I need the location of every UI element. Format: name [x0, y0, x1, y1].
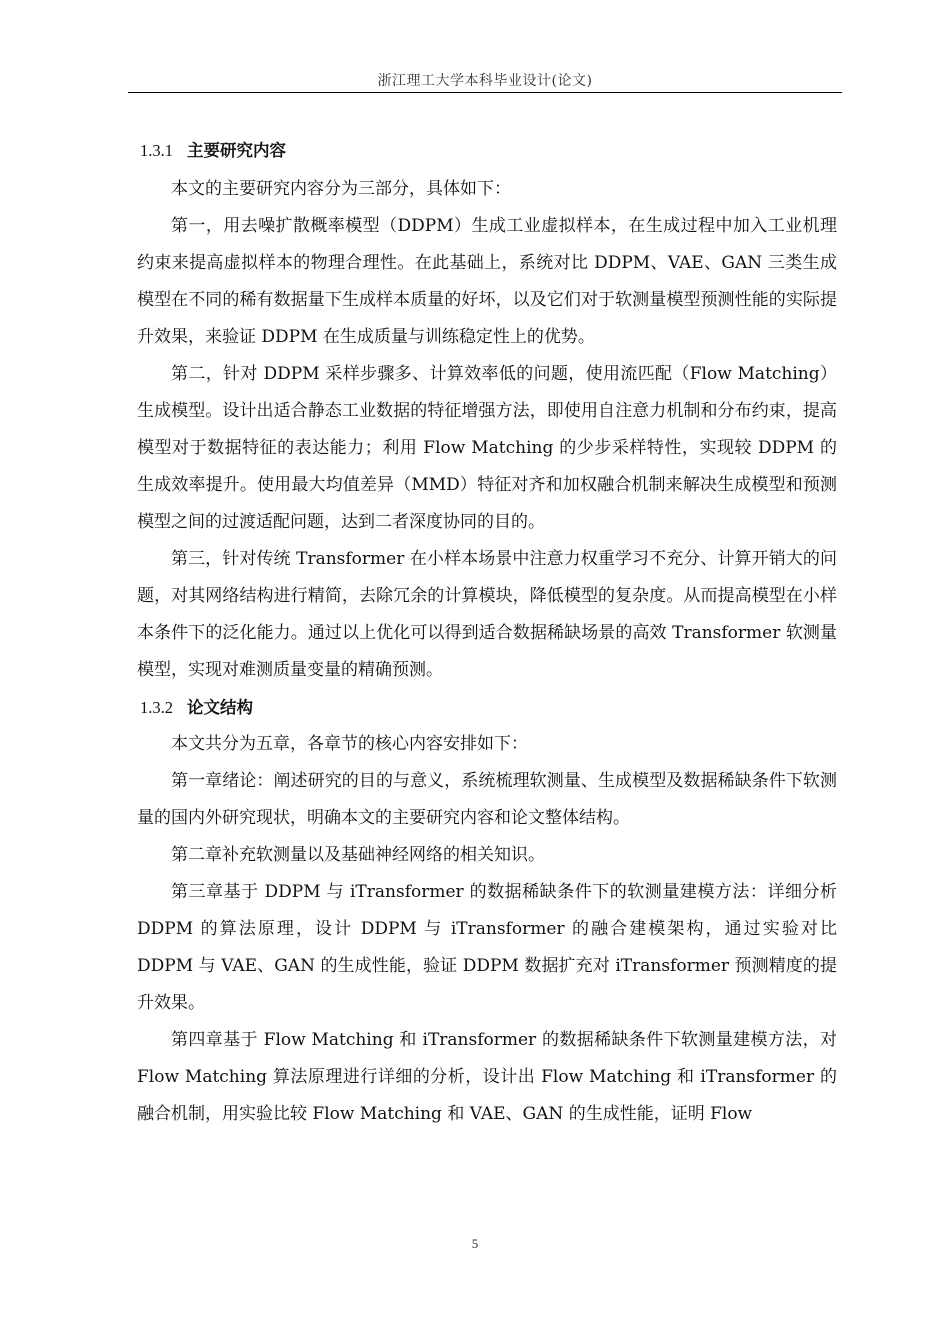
section-title: 论文结构	[187, 698, 253, 717]
paragraph-chapter-2: 第二章补充软测量以及基础神经网络的相关知识。	[171, 845, 545, 865]
paragraph-third: 第三，针对传统 Transformer 在小样本场景中注意力权重学习不充分、计算开销大的问题，对其网络结构进行精简，去除冗余的计算模块，降低模型的复杂度。从而提高模型在小样本条件下的泛化能力。通过以上优化可以得到适合数据稀缺场景的高效 Transformer 软测量模型，实现对难测质量变量的精确预测。	[137, 549, 837, 680]
section-heading-1-3-1	[137, 132, 837, 169]
section-heading-1-3-2	[137, 689, 837, 726]
paragraph-first: 第一，用去噪扩散概率模型（DDPM）生成工业虚拟样本，在生成过程中加入工业机理约束来提高虚拟样本的物理合理性。在此基础上，系统对比 DDPM、VAE、GAN 三类生成模型在不同的稀有数据量下生成样本质量的好坏，以及它们对于软测量模型预测性能的实际提升效果，来验证 DDPM 在生成质量与训练稳定性上的优势。	[137, 216, 837, 347]
page-body	[137, 132, 837, 1133]
section-title: 主要研究内容	[187, 141, 286, 160]
paragraph-intro: 本文的主要研究内容分为三部分，具体如下：	[171, 179, 511, 199]
section-number: 1.3.2	[140, 698, 173, 717]
paragraph-chapter-3: 第三章基于 DDPM 与 iTransformer 的数据稀缺条件下的软测量建模方法：详细分析 DDPM 的算法原理，设计 DDPM 与 iTransformer 的融合建模架构，通过实验对比 DDPM 与 VAE、GAN 的生成性能，验证 DDPM 数据扩充对 iTransformer 预测精度的提升效果。	[137, 882, 837, 1013]
section-number: 1.3.1	[140, 141, 173, 160]
page-header-title: 浙江理工大学本科毕业设计(论文)	[377, 73, 593, 89]
paragraph-chapter-1: 第一章绪论：阐述研究的目的与意义，系统梳理软测量、生成模型及数据稀缺条件下软测量的国内外研究现状，明确本文的主要研究内容和论文整体结构。	[137, 771, 837, 828]
page-number: 5	[471, 1236, 479, 1251]
paragraph-second: 第二，针对 DDPM 采样步骤多、计算效率低的问题，使用流匹配（Flow Matching）生成模型。设计出适合静态工业数据的特征增强方法，即使用自注意力机制和分布约束，提高模型对于数据特征的表达能力；利用 Flow Matching 的少步采样特性，实现较 DDPM 的生成效率提升。使用最大均值差异（MMD）特征对齐和加权融合机制来解决生成模型和预测模型之间的过渡适配问题，达到二者深度协同的目的。	[137, 364, 837, 532]
header-rule	[128, 92, 842, 93]
paragraph-chapter-4: 第四章基于 Flow Matching 和 iTransformer 的数据稀缺条件下软测量建模方法，对 Flow Matching 算法原理进行详细的分析，设计出 Flow Matching 和 iTransformer 的融合机制，用实验比较 Flow Matching 和 VAE、GAN 的生成性能，证明 Flow	[137, 1030, 837, 1124]
paragraph-structure-intro: 本文共分为五章，各章节的核心内容安排如下：	[171, 734, 528, 754]
